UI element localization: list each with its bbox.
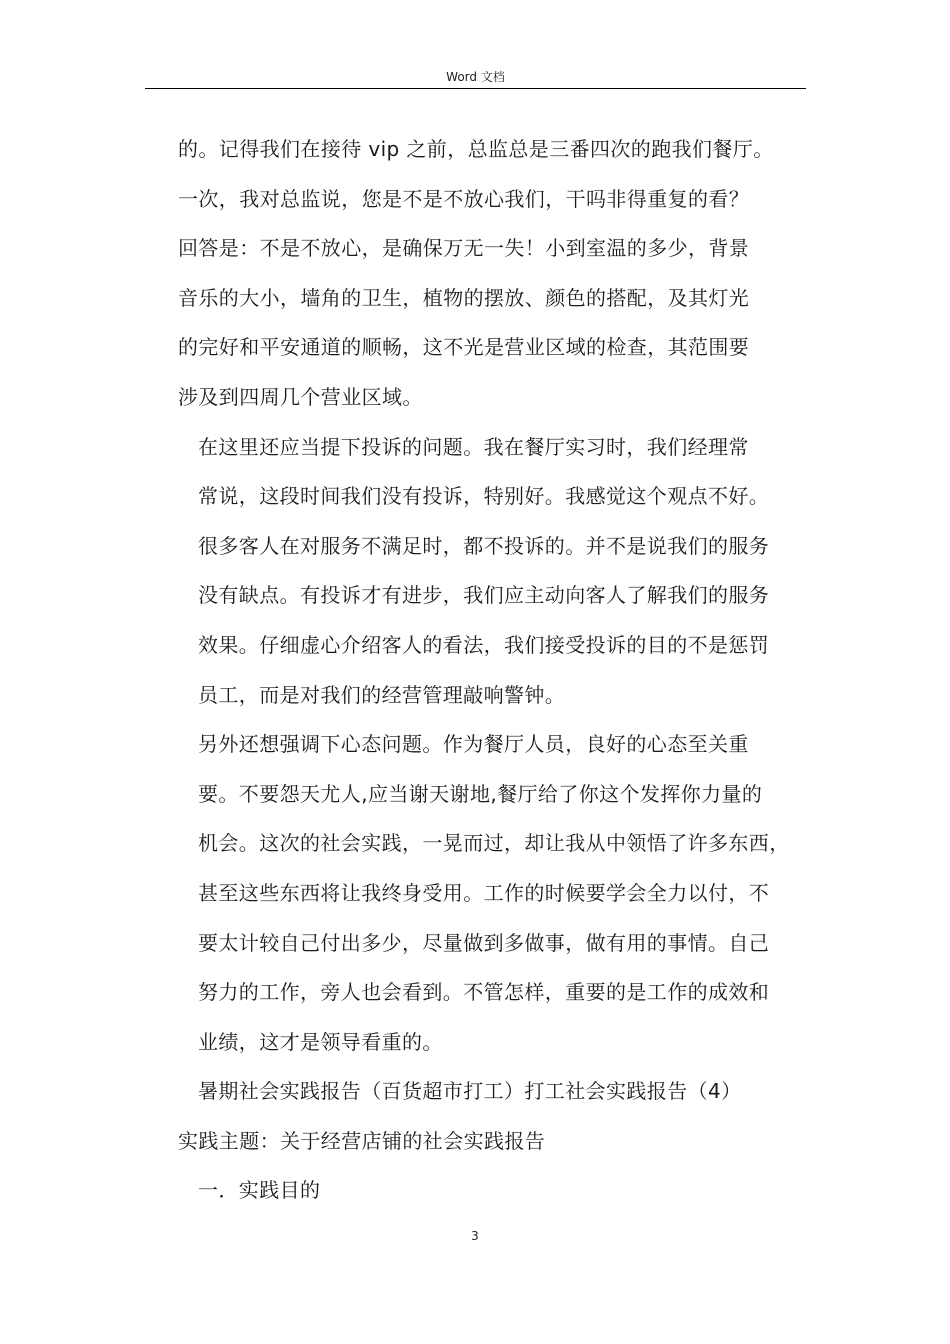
text-line: 的。记得我们在接待 vip 之前，总监总是三番四次的跑我们餐厅。: [178, 137, 774, 161]
text-line: 实践主题：关于经营店铺的社会实践报告: [178, 1128, 546, 1153]
text-line: 很多客人在对服务不满足时，都不投诉的。并不是说我们的服务: [198, 533, 770, 558]
paragraph-complaints: [178, 423, 810, 721]
text-line: 努力的工作，旁人也会看到。不管怎样，重要的是工作的成效和: [198, 980, 770, 1005]
text-line: 暑期社会实践报告（百货超市打工）打工社会实践报告（4）: [198, 1079, 742, 1104]
text-line: 甚至这些东西将让我终身受用。工作的时候要学会全力以付，不: [198, 880, 770, 905]
paragraph-vip-inspection: [178, 125, 810, 423]
text-line: 没有缺点。有投诉才有进步，我们应主动向客人了解我们的服务: [198, 583, 770, 608]
text-line: 要太计较自己付出多少，尽量做到多做事，做有用的事情。自己: [198, 930, 770, 955]
header-divider: [145, 88, 806, 89]
page-header: Word 文档: [446, 70, 505, 84]
practice-theme: [178, 1117, 810, 1167]
section-heading-purpose: [178, 1166, 810, 1216]
text-line: 员工，而是对我们的经营管理敲响警钟。: [198, 682, 566, 707]
text-line: 一．实践目的: [198, 1178, 321, 1203]
text-line: 效果。仔细虚心介绍客人的看法，我们接受投诉的目的不是惩罚: [198, 632, 770, 657]
text-line: 要。不要怨天尤人,应当谢天谢地,餐厅给了你这个发挥你力量的: [198, 781, 763, 806]
report-title: [178, 1067, 810, 1117]
text-line: 机会。这次的社会实践，一晃而过，却让我从中领悟了许多东西，: [198, 831, 790, 856]
text-line: 回答是：不是不放心，是确保万无一失！小到室温的多少，背景: [178, 236, 750, 261]
text-line: 常说，这段时间我们没有投诉，特别好。我感觉这个观点不好。: [198, 484, 770, 509]
paragraph-attitude: [178, 720, 810, 1067]
text-line: 涉及到四周几个营业区域。: [178, 384, 423, 409]
text-line: 在这里还应当提下投诉的问题。我在餐厅实习时，我们经理常: [198, 434, 749, 459]
page-number: 3: [471, 1229, 479, 1243]
text-line: 另外还想强调下心态问题。作为餐厅人员，良好的心态至关重: [198, 732, 749, 757]
text-line: 业绩，这才是领导看重的。: [198, 1029, 443, 1054]
document-body: [178, 125, 810, 1216]
text-line: 的完好和平安通道的顺畅，这不光是营业区域的检查，其范围要: [178, 335, 750, 360]
text-line: 一次，我对总监说，您是不是不放心我们，干吗非得重复的看？: [178, 186, 750, 211]
text-line: 音乐的大小，墙角的卫生，植物的摆放、颜色的搭配，及其灯光: [178, 285, 750, 310]
